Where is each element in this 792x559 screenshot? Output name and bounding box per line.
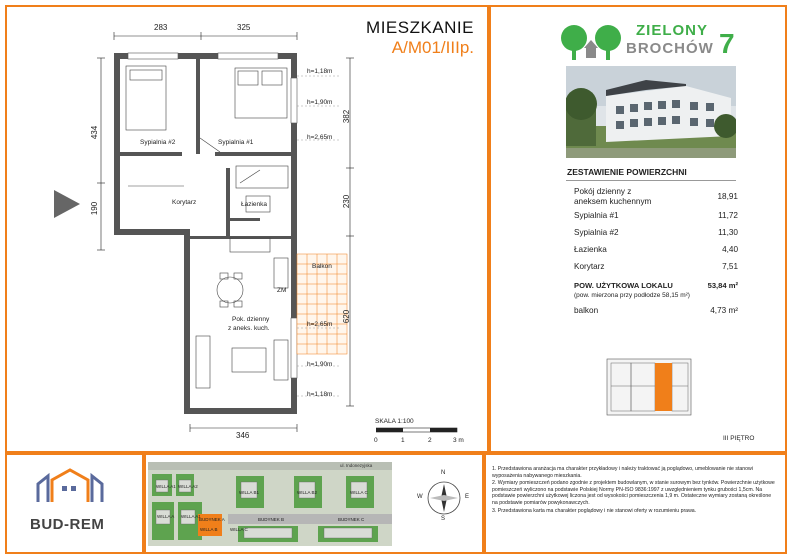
- summary-balcony-value: 4,73 m²: [710, 306, 738, 315]
- dim-bottom: 346: [236, 431, 250, 440]
- room-living-1: Pok. dzienny: [232, 316, 270, 323]
- site-villa: WILLA B2: [297, 490, 318, 495]
- note-3: 3. Przedstawiona karta ma charakter poglądowy i nie stanowi oferty w rozumieniu prawa.: [492, 507, 697, 514]
- apartment-code: A/M01/IIIp.: [391, 38, 474, 57]
- floor-label: III PIĘTRO: [723, 435, 755, 442]
- brand-digit: 7: [719, 28, 735, 59]
- summary-row-value: 7,51: [722, 262, 738, 271]
- summary-row-value: 4,40: [722, 245, 738, 254]
- site-villa: WILLA A: [157, 514, 175, 519]
- room-bedroom-2: Sypialnia #2: [140, 139, 176, 146]
- site-villa: WILLA C: [350, 490, 368, 495]
- site-villa: WILLA A2: [178, 484, 198, 489]
- scale-tick: 1: [401, 437, 405, 444]
- dim-right-3: 620: [342, 309, 352, 324]
- note-1: 1. Przedstawiona aranżacja ma charakter przykładowy i należy traktować ją poglądowo, umeblowanie nie stanowi wyposażenia nabywanego mieszkania.: [492, 466, 753, 479]
- summary-row-label: Sypialnia #2: [574, 228, 619, 237]
- room-zm: ZM: [277, 287, 287, 294]
- summary-total-value: 53,84 m²: [707, 281, 738, 290]
- summary-row-value: 11,30: [718, 228, 738, 237]
- disclaimer-notes: [492, 466, 778, 515]
- height-label: h=1,90m: [307, 361, 333, 368]
- summary-row-label: Pokój dzienny z aneksem kuchennym: [574, 187, 652, 206]
- height-label: h=1,90m: [307, 99, 333, 106]
- note-2: 2. Wymiary pomieszczeń podano zgodnie z projektem budowlanym, w stanie surowym bez tynków. Powierzchnie użytkowe pomieszczeń wyliczono na podstawie Polskiej Normy PN-ISO 9836:1997 z uwzględnieniem tynku grubości 1,5cm. Na podstawie powierzchni użytkowej liczona jest od wysokości pomieszczenia 1,9 m. Ostateczne wymiary zostaną określone na podstawie pomiarów powykonawczych.: [492, 480, 775, 506]
- dim-top-right: 325: [237, 23, 251, 32]
- summary-row: [574, 187, 738, 207]
- site-building: BUDYNEK B: [258, 517, 285, 522]
- site-villa: WILLA B: [200, 527, 218, 532]
- dim-right-2: 230: [342, 194, 352, 209]
- summary-divider: [566, 180, 736, 181]
- dim-left-top: 434: [90, 125, 100, 140]
- site-villa: WILLA A1: [181, 514, 201, 519]
- room-corridor: Korytarz: [172, 199, 197, 206]
- summary-table: [574, 187, 738, 317]
- scale-tick: 0: [374, 437, 378, 444]
- trees-logo: [560, 20, 630, 62]
- site-villa: WILLA B1: [239, 490, 260, 495]
- site-plan: [148, 462, 392, 546]
- room-bathroom: Łazienka: [241, 201, 268, 208]
- site-building: BUDYNEK A: [199, 517, 225, 522]
- height-label: h=1,18m: [307, 391, 333, 398]
- dim-right-1: 382: [342, 109, 352, 124]
- room-living-2: z aneks. kuch.: [228, 325, 270, 332]
- room-balcony: Balkon: [312, 263, 332, 270]
- height-label: h=2,65m: [307, 134, 333, 141]
- summary-row-label: Łazienka: [574, 245, 607, 254]
- key-plan: [606, 358, 692, 416]
- site-villa: WILLA C: [230, 527, 248, 532]
- room-bedroom-1: Sypialnia #1: [218, 139, 254, 146]
- height-label: h=1,18m: [307, 68, 333, 75]
- scale-label: SKALA 1:100: [375, 418, 414, 425]
- brand-line-2: BROCHÓW: [626, 40, 714, 57]
- compass-s: S: [441, 516, 446, 522]
- apartment-heading: MIESZKANIE: [366, 18, 474, 37]
- scale-bar: [376, 427, 466, 435]
- summary-total-label: POW. UŻYTKOWA LOKALU: [574, 281, 673, 290]
- compass-n: N: [441, 470, 446, 476]
- company-name: BUD-REM: [30, 516, 105, 533]
- brand-line-1: ZIELONY: [636, 22, 709, 39]
- summary-balcony-label: balkon: [574, 306, 599, 315]
- height-label: h=2,65m: [307, 321, 333, 328]
- compass-w: W: [417, 494, 423, 500]
- site-building: BUDYNEK C: [338, 517, 365, 522]
- summary-row-value: 11,72: [718, 211, 738, 220]
- site-street: ul. Indonezyjska: [340, 463, 373, 468]
- compass-icon: [424, 478, 464, 518]
- site-villa: WILLA A1: [156, 484, 176, 489]
- summary-row-label: Korytarz: [574, 262, 605, 271]
- summary-row-label: Sypialnia #1: [574, 211, 619, 220]
- dim-top-left: 283: [154, 23, 168, 32]
- scale-tick: 2: [428, 437, 432, 444]
- floor-plan: [50, 18, 370, 446]
- summary-row-value: 18,91: [717, 192, 738, 201]
- summary-floor-note: (pow. mierzona przy podłodze 58,15 m²): [574, 292, 690, 299]
- compass-e: E: [465, 494, 470, 500]
- building-rendering: [566, 66, 736, 158]
- summary-title: ZESTAWIENIE POWIERZCHNI: [567, 167, 687, 177]
- dim-left-bottom: 190: [90, 201, 100, 216]
- company-logo-icon: [34, 466, 106, 506]
- scale-tick: 3 m: [453, 437, 464, 444]
